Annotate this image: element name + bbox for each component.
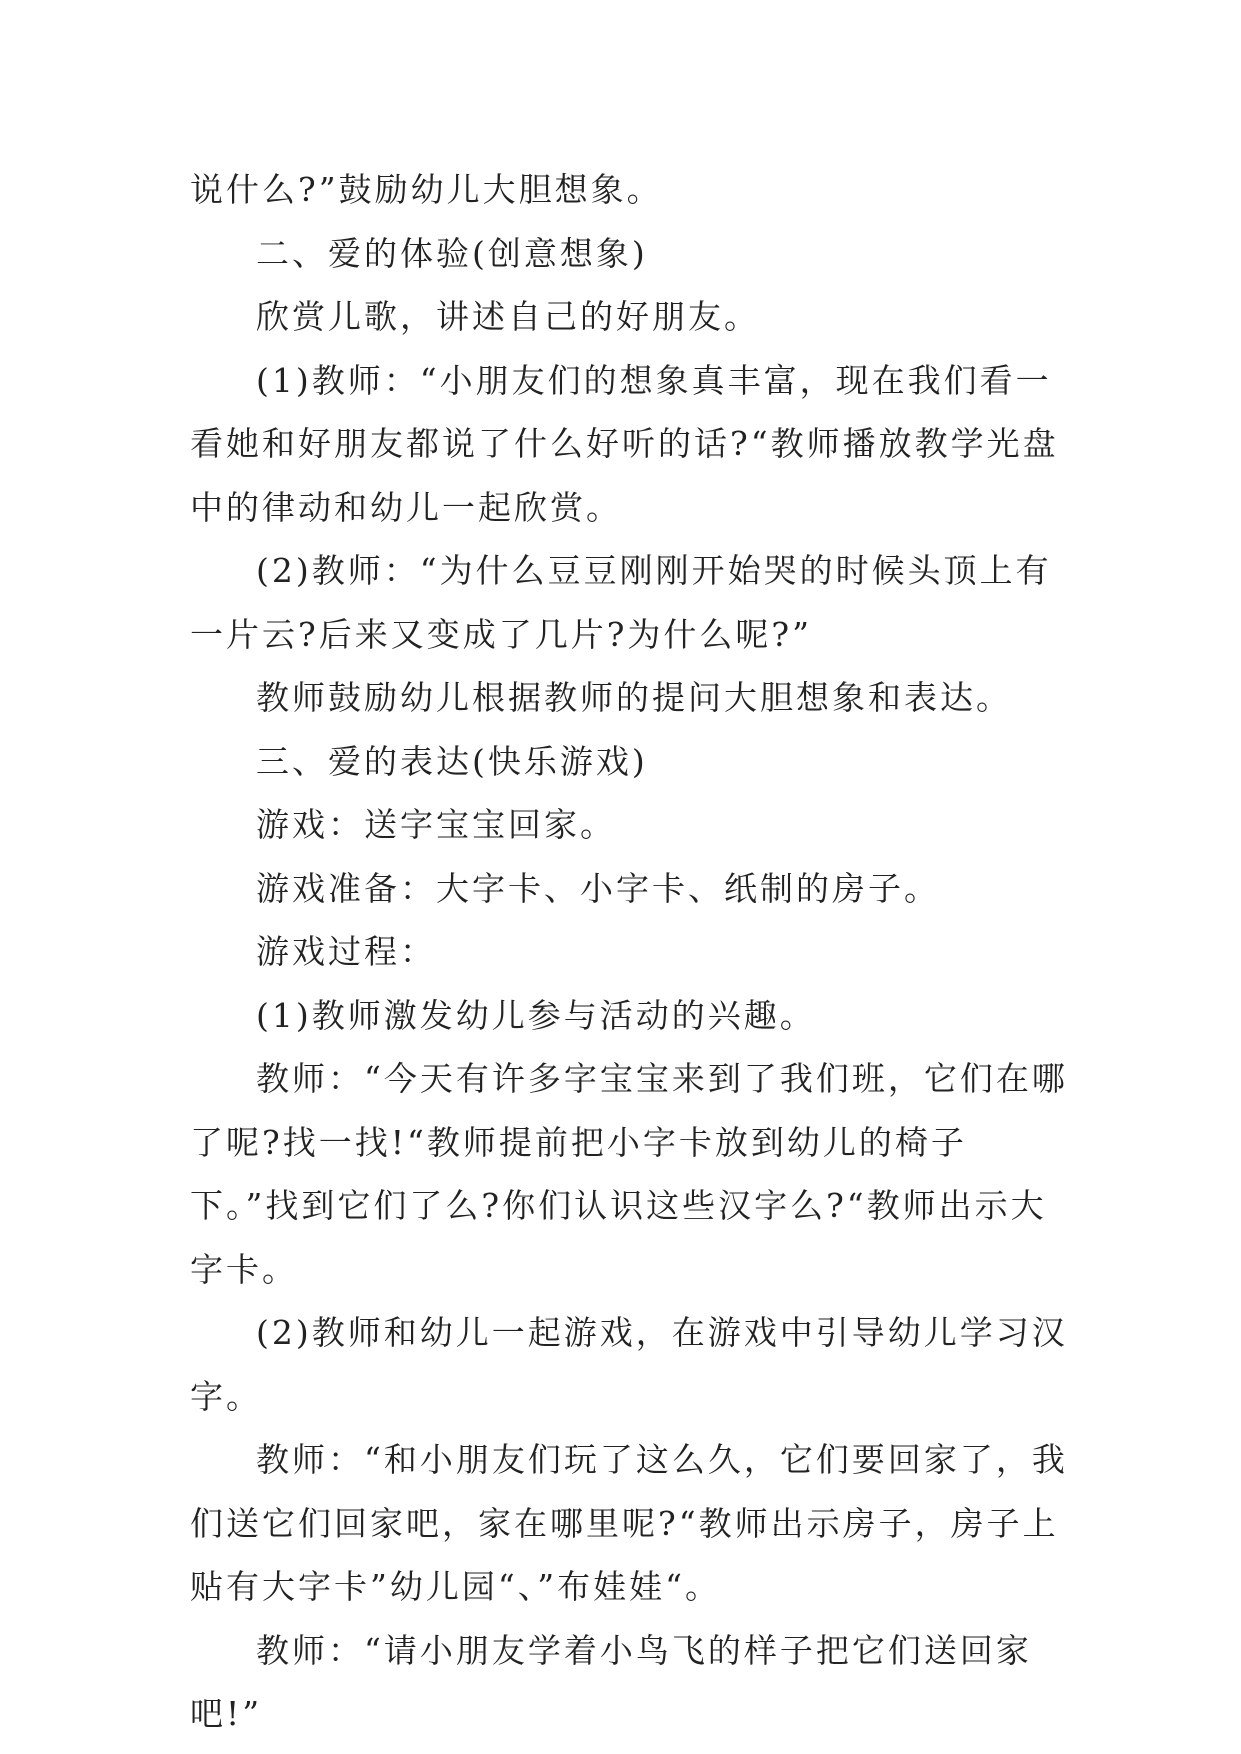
paragraph-12: 教师：“今天有许多字宝宝来到了我们班，它们在哪了呢?找一找!“教师提前把小字卡放到幼儿的椅子下。”找到它们了么?你们认识这些汉字么?“教师出示大字卡。	[190, 1059, 1068, 1289]
paragraph-3: 欣赏儿歌，讲述自己的好朋友。	[256, 297, 760, 336]
paragraph-13: (2)教师和幼儿一起游戏，在游戏中引导幼儿学习汉字。	[190, 1313, 1068, 1416]
paragraph-11: (1)教师激发幼儿参与活动的兴趣。	[256, 995, 816, 1035]
document-body	[190, 158, 1070, 1746]
paragraph-1: 说什么?”鼓励幼儿大胆想象。	[190, 170, 663, 209]
section-heading-3: 三、爱的表达(快乐游戏)	[256, 741, 648, 781]
paragraph-10: 游戏过程：	[256, 932, 436, 971]
paragraph-14: 教师：“和小朋友们玩了这么久，它们要回家了，我们送它们回家吧，家在哪里呢?“教师出示房子，房子上贴有大字卡”幼儿园“、”布娃娃“。	[190, 1440, 1068, 1606]
paragraph-5: (2)教师：“为什么豆豆刚刚开始哭的时候头顶上有一片云?后来又变成了几片?为什么呢?”	[190, 551, 1052, 654]
paragraph-15: 教师：“请小朋友学着小鸟飞的样子把它们送回家吧!”	[190, 1630, 1032, 1733]
paragraph-6: 教师鼓励幼儿根据教师的提问大胆想象和表达。	[256, 678, 1012, 717]
section-heading-2: 二、爱的体验(创意想象)	[256, 233, 648, 273]
paragraph-4: (1)教师：“小朋友们的想象真丰富，现在我们看一看她和好朋友都说了什么好听的话?“教师播放教学光盘中的律动和幼儿一起欣赏。	[190, 360, 1059, 527]
paragraph-9: 游戏准备：大字卡、小字卡、纸制的房子。	[256, 868, 940, 908]
paragraph-8: 游戏：送字宝宝回家。	[256, 805, 616, 844]
